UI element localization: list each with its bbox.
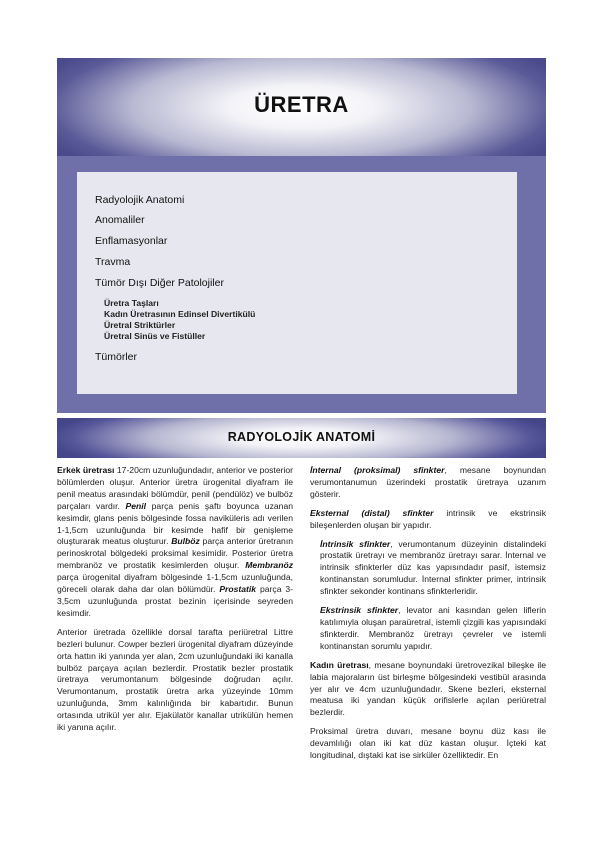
text: parça anterior üretranın perinoskrotal bölgedeki proksimal kesimidir. Posterior üretra membranöz ve prostatik kesimlerden oluşur.	[57, 536, 293, 571]
toc-item-inflammations[interactable]: Enflamasyonlar	[95, 235, 168, 247]
left-column	[57, 465, 293, 741]
paragraph	[310, 605, 546, 653]
table-of-contents	[77, 172, 517, 394]
term: Ekstrinsik sfinkter	[320, 605, 399, 616]
toc-item-trauma[interactable]: Travma	[95, 256, 131, 268]
text: , mesane boynundan verumontanumun üzerindeki prostatik üretraya uzanım gösterir.	[310, 465, 546, 499]
title-banner	[57, 58, 546, 156]
term: Bulböz	[171, 536, 200, 547]
paragraph	[310, 539, 546, 599]
toc-subitem-strictures[interactable]: Üretral Striktürler	[104, 320, 176, 330]
term: Penil	[125, 500, 147, 511]
term: İntrinsik sfinkter	[320, 538, 391, 549]
term: Eksternal (distal) sfinkter	[310, 507, 434, 518]
lead-term: Erkek üretrası	[57, 465, 115, 475]
term: İnternal (proksimal) sfinkter	[310, 465, 445, 475]
text: , verumontanum düzeyinin distalindeki prostatik üretrayı ve membranöz üretrayı sarar. İnternal ve intrinsik sfinkterler düz kas yapısındadır pasif, istemsiz kontinanstan sorumludur. İnternal sfinkter primer, intrinsik sfinkter sekonder kontinans sfinkterleridir.	[320, 538, 546, 597]
paragraph	[310, 508, 546, 532]
section-banner	[57, 418, 546, 458]
toc-item-anomalies[interactable]: Anomaliler	[95, 214, 145, 226]
toc-item-other-pathologies[interactable]: Tümör Dışı Diğer Patolojiler	[95, 277, 224, 289]
section-title: RADYOLOJİK ANATOMİ	[227, 430, 376, 444]
toc-item-radiologic-anatomy[interactable]: Radyolojik Anatomi	[95, 194, 185, 206]
paragraph: Anterior üretrada özellikle dorsal tarafta periüretral Littre bezleri bulunur. Cowper bezleri ürogenital diyafram düzeyinde orta hattın iki yanında yer alan, 2cm uzunluğundaki iki kanalla bulböz parçaya açılan bezlerdir. Prostatik bezler prostatik üretraya verumontanum bölgesinde doğrudan açılır. Verumontanum, prostatik üretra arka yüzeyinde 10mm uzunluğunda, 3mm kalınlığında bir kabartıdır. Bunun ortasında utrikül yer alır. Ejakülatör kanallar utrikülün hemen iki yanına açılır.	[57, 626, 293, 733]
text: parça penis şaftı boyunca uzanan kesimdir, glans penis bölgesinde fossa naviküleris adı verilen 1-1,5cm uzunluğunda bir kesimde hafif bir genişleme oluşturarak meatus oluşturur.	[57, 500, 294, 547]
term: Prostatik	[219, 584, 257, 595]
page-title: ÜRETRA	[254, 92, 349, 117]
text: , mesane boynundaki üretrovezikal bileşke ile labia majoraların üst birleşme bölgesindeki vestibül arasında yer alır ve 4cm uzunluğundadır. Skene bezleri, eksternal meatusa iki yandan küçük orifislerle açılan periüretral bezlerdir.	[310, 659, 546, 718]
paragraph	[310, 465, 546, 501]
text: parça 3-3,5cm uzunluğunda prostat bezinin içerisinde seyreden kesimdir.	[57, 584, 293, 618]
text: , levator ani kasından gelen liflerin katılımıyla oluşan paraüretral, istemli çizgili kas yapısındaki sfinkterdir. Membranöz üretrayı çevreler ve istemli kontinanstan sorumlu yapıdır.	[320, 605, 546, 651]
text: intrinsik ve ekstrinsik bileşenlerden oluşan bir yapıdır.	[310, 507, 546, 530]
toc-subitem-sinus-fistula[interactable]: Üretral Sinüs ve Fistüller	[104, 331, 206, 341]
text: parça ürogenital diyafram bölgesinde 1-1,5cm uzunluğunda, göreceli olarak daha dar olan bölümdür.	[57, 572, 293, 595]
term: Membranöz	[245, 560, 293, 571]
toc-subitem-diverticulum[interactable]: Kadın Üretrasının Edinsel Divertikülü	[104, 309, 256, 319]
paragraph	[57, 465, 293, 620]
toc-subitem-stones[interactable]: Üretra Taşları	[104, 298, 159, 308]
paragraph: Proksimal üretra duvarı, mesane boynu düz kası ile devamlılığı olan iki kat düz kastan oluşur. İçteki kat longitudinal, dıştaki kat ise sirküler özelliktedir. En	[310, 726, 546, 761]
right-column	[310, 465, 546, 769]
lead-term: Kadın üretrası	[310, 659, 369, 670]
paragraph	[310, 660, 546, 720]
text: 17-20cm uzunluğundadır, anterior ve posterior bölümlerden oluşur. Anterior üretra ürogenital diyafram ile penil meatus arasındaki bölümdür, penil (pendülöz) ve bulböz parçaları vardır.	[57, 465, 294, 511]
toc-item-tumors[interactable]: Tümörler	[95, 351, 138, 363]
